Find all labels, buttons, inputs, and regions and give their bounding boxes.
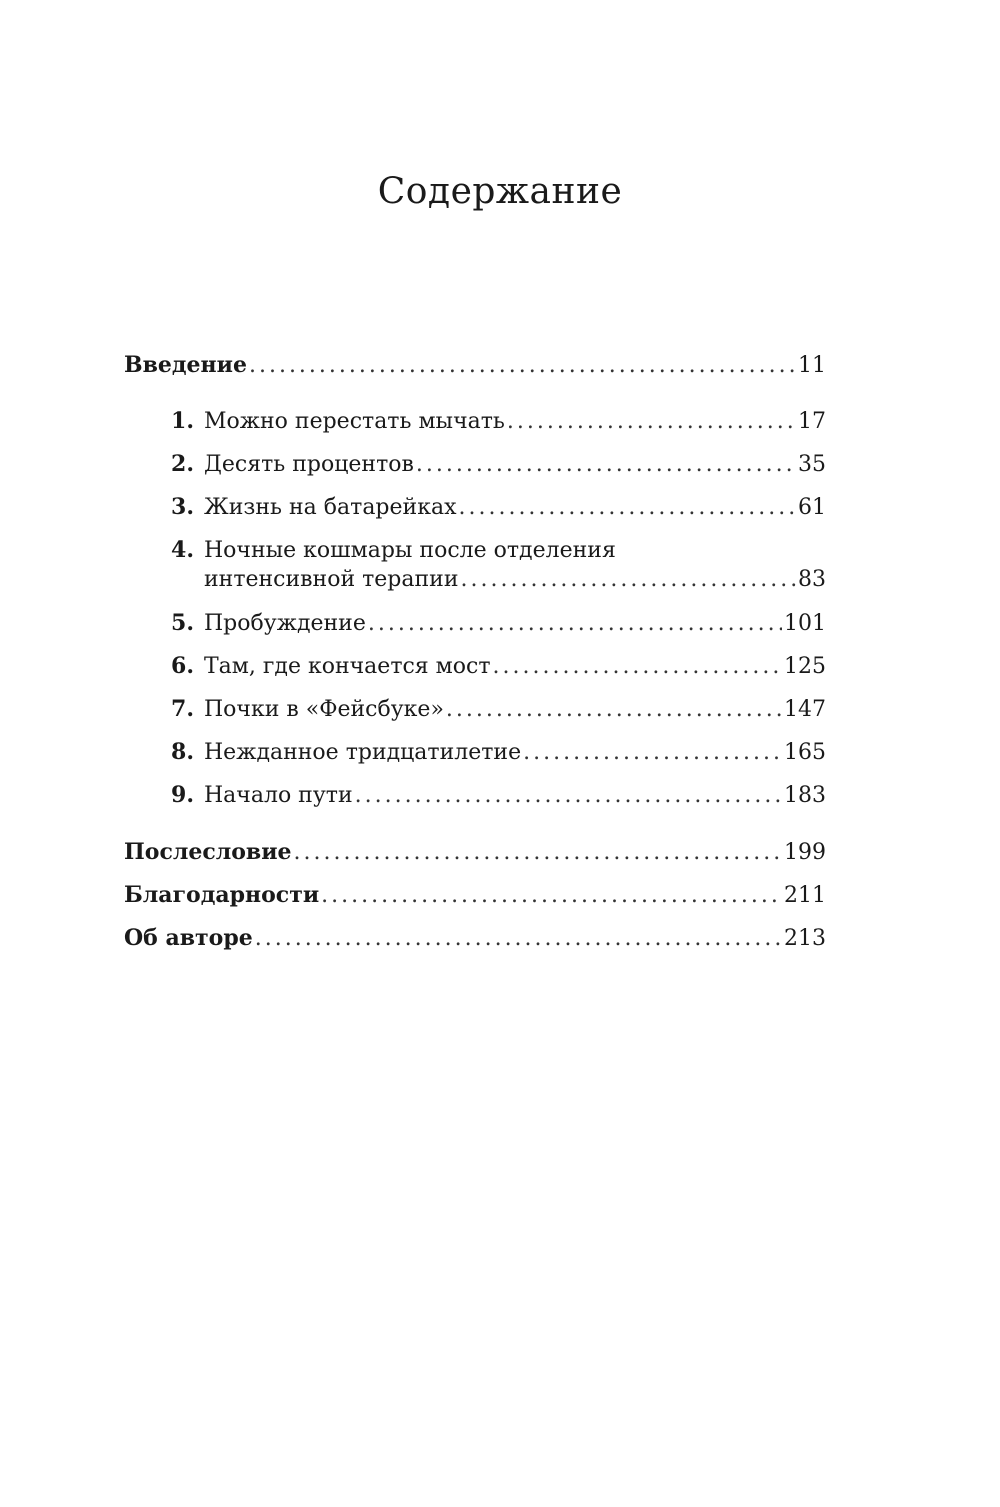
- toc-page-number: 61: [798, 495, 826, 520]
- toc-entry-label: Жизнь на батарейках: [204, 495, 457, 520]
- chapter-number: 5.: [171, 610, 194, 636]
- chapter-number: 4.: [171, 537, 194, 563]
- toc-page-number: 11: [798, 353, 826, 378]
- toc-entry-label: Там, где кончается мост: [204, 654, 491, 679]
- leader-dots: [368, 609, 782, 639]
- toc-entry-label: Нежданное тридцатилетие: [204, 740, 522, 765]
- toc-entry-chapter-4[interactable]: [124, 535, 826, 595]
- leader-dots: [294, 838, 782, 868]
- leader-dots: [461, 565, 797, 595]
- toc-entry-label: Введение: [124, 352, 247, 378]
- toc-page-number: 35: [798, 452, 826, 477]
- leader-dots: [458, 493, 796, 523]
- toc-entry-label: Благодарности: [124, 882, 320, 908]
- toc-entry-label: Почки в «Фейсбуке»: [204, 697, 444, 722]
- toc-entry-label: Об авторе: [124, 925, 253, 951]
- toc-page-number: 147: [784, 697, 826, 722]
- toc-page-number: 183: [784, 783, 826, 808]
- chapter-number: 6.: [171, 653, 194, 679]
- chapter-number: 3.: [171, 494, 194, 520]
- toc-entry-chapter-9[interactable]: [124, 780, 826, 810]
- toc-entry-label-continued: интенсивной терапии: [204, 567, 459, 592]
- toc-entry-label: Начало пути: [204, 783, 353, 808]
- chapter-number: 7.: [171, 696, 194, 722]
- toc-page-number: 101: [784, 611, 826, 636]
- toc-entry-about-author[interactable]: [124, 923, 826, 953]
- toc-entry-chapter-1[interactable]: [124, 406, 826, 436]
- leader-dots: [523, 738, 782, 768]
- chapter-number: 2.: [171, 451, 194, 477]
- toc-entry-chapter-7[interactable]: [124, 694, 826, 724]
- toc-entry-chapter-3[interactable]: [124, 492, 826, 522]
- table-of-contents: [124, 350, 826, 953]
- leader-dots: [321, 881, 782, 911]
- toc-page-number: 17: [798, 409, 826, 434]
- chapter-number: 9.: [171, 782, 194, 808]
- chapter-number: 8.: [171, 739, 194, 765]
- toc-page-number: 125: [784, 654, 826, 679]
- toc-page-number: 83: [798, 567, 826, 592]
- toc-entry-acknowledgements[interactable]: [124, 880, 826, 910]
- toc-page-number: 199: [784, 840, 826, 865]
- toc-entry-intro[interactable]: [124, 350, 826, 380]
- toc-entry-label: Десять процентов: [204, 452, 414, 477]
- leader-dots: [416, 450, 796, 480]
- toc-entry-label: Ночные кошмары после отделения: [204, 538, 616, 563]
- page-title: Содержание: [377, 171, 623, 212]
- toc-page-number: 165: [784, 740, 826, 765]
- toc-entry-chapter-6[interactable]: [124, 651, 826, 681]
- toc-entry-label: Послесловие: [124, 839, 292, 865]
- toc-entry-label: Пробуждение: [204, 611, 366, 636]
- toc-entry-afterword[interactable]: [124, 837, 826, 867]
- leader-dots: [249, 351, 796, 381]
- leader-dots: [507, 407, 796, 437]
- toc-entry-chapter-8[interactable]: [124, 737, 826, 767]
- leader-dots: [493, 652, 782, 682]
- toc-entry-chapter-2[interactable]: [124, 449, 826, 479]
- leader-dots: [255, 924, 782, 954]
- toc-entry-label: Можно перестать мычать: [204, 409, 505, 434]
- leader-dots: [446, 695, 782, 725]
- toc-page-number: 211: [784, 883, 826, 908]
- leader-dots: [355, 781, 782, 811]
- toc-entry-chapter-5[interactable]: [124, 608, 826, 638]
- toc-page-number: 213: [784, 926, 826, 951]
- chapter-number: 1.: [171, 408, 194, 434]
